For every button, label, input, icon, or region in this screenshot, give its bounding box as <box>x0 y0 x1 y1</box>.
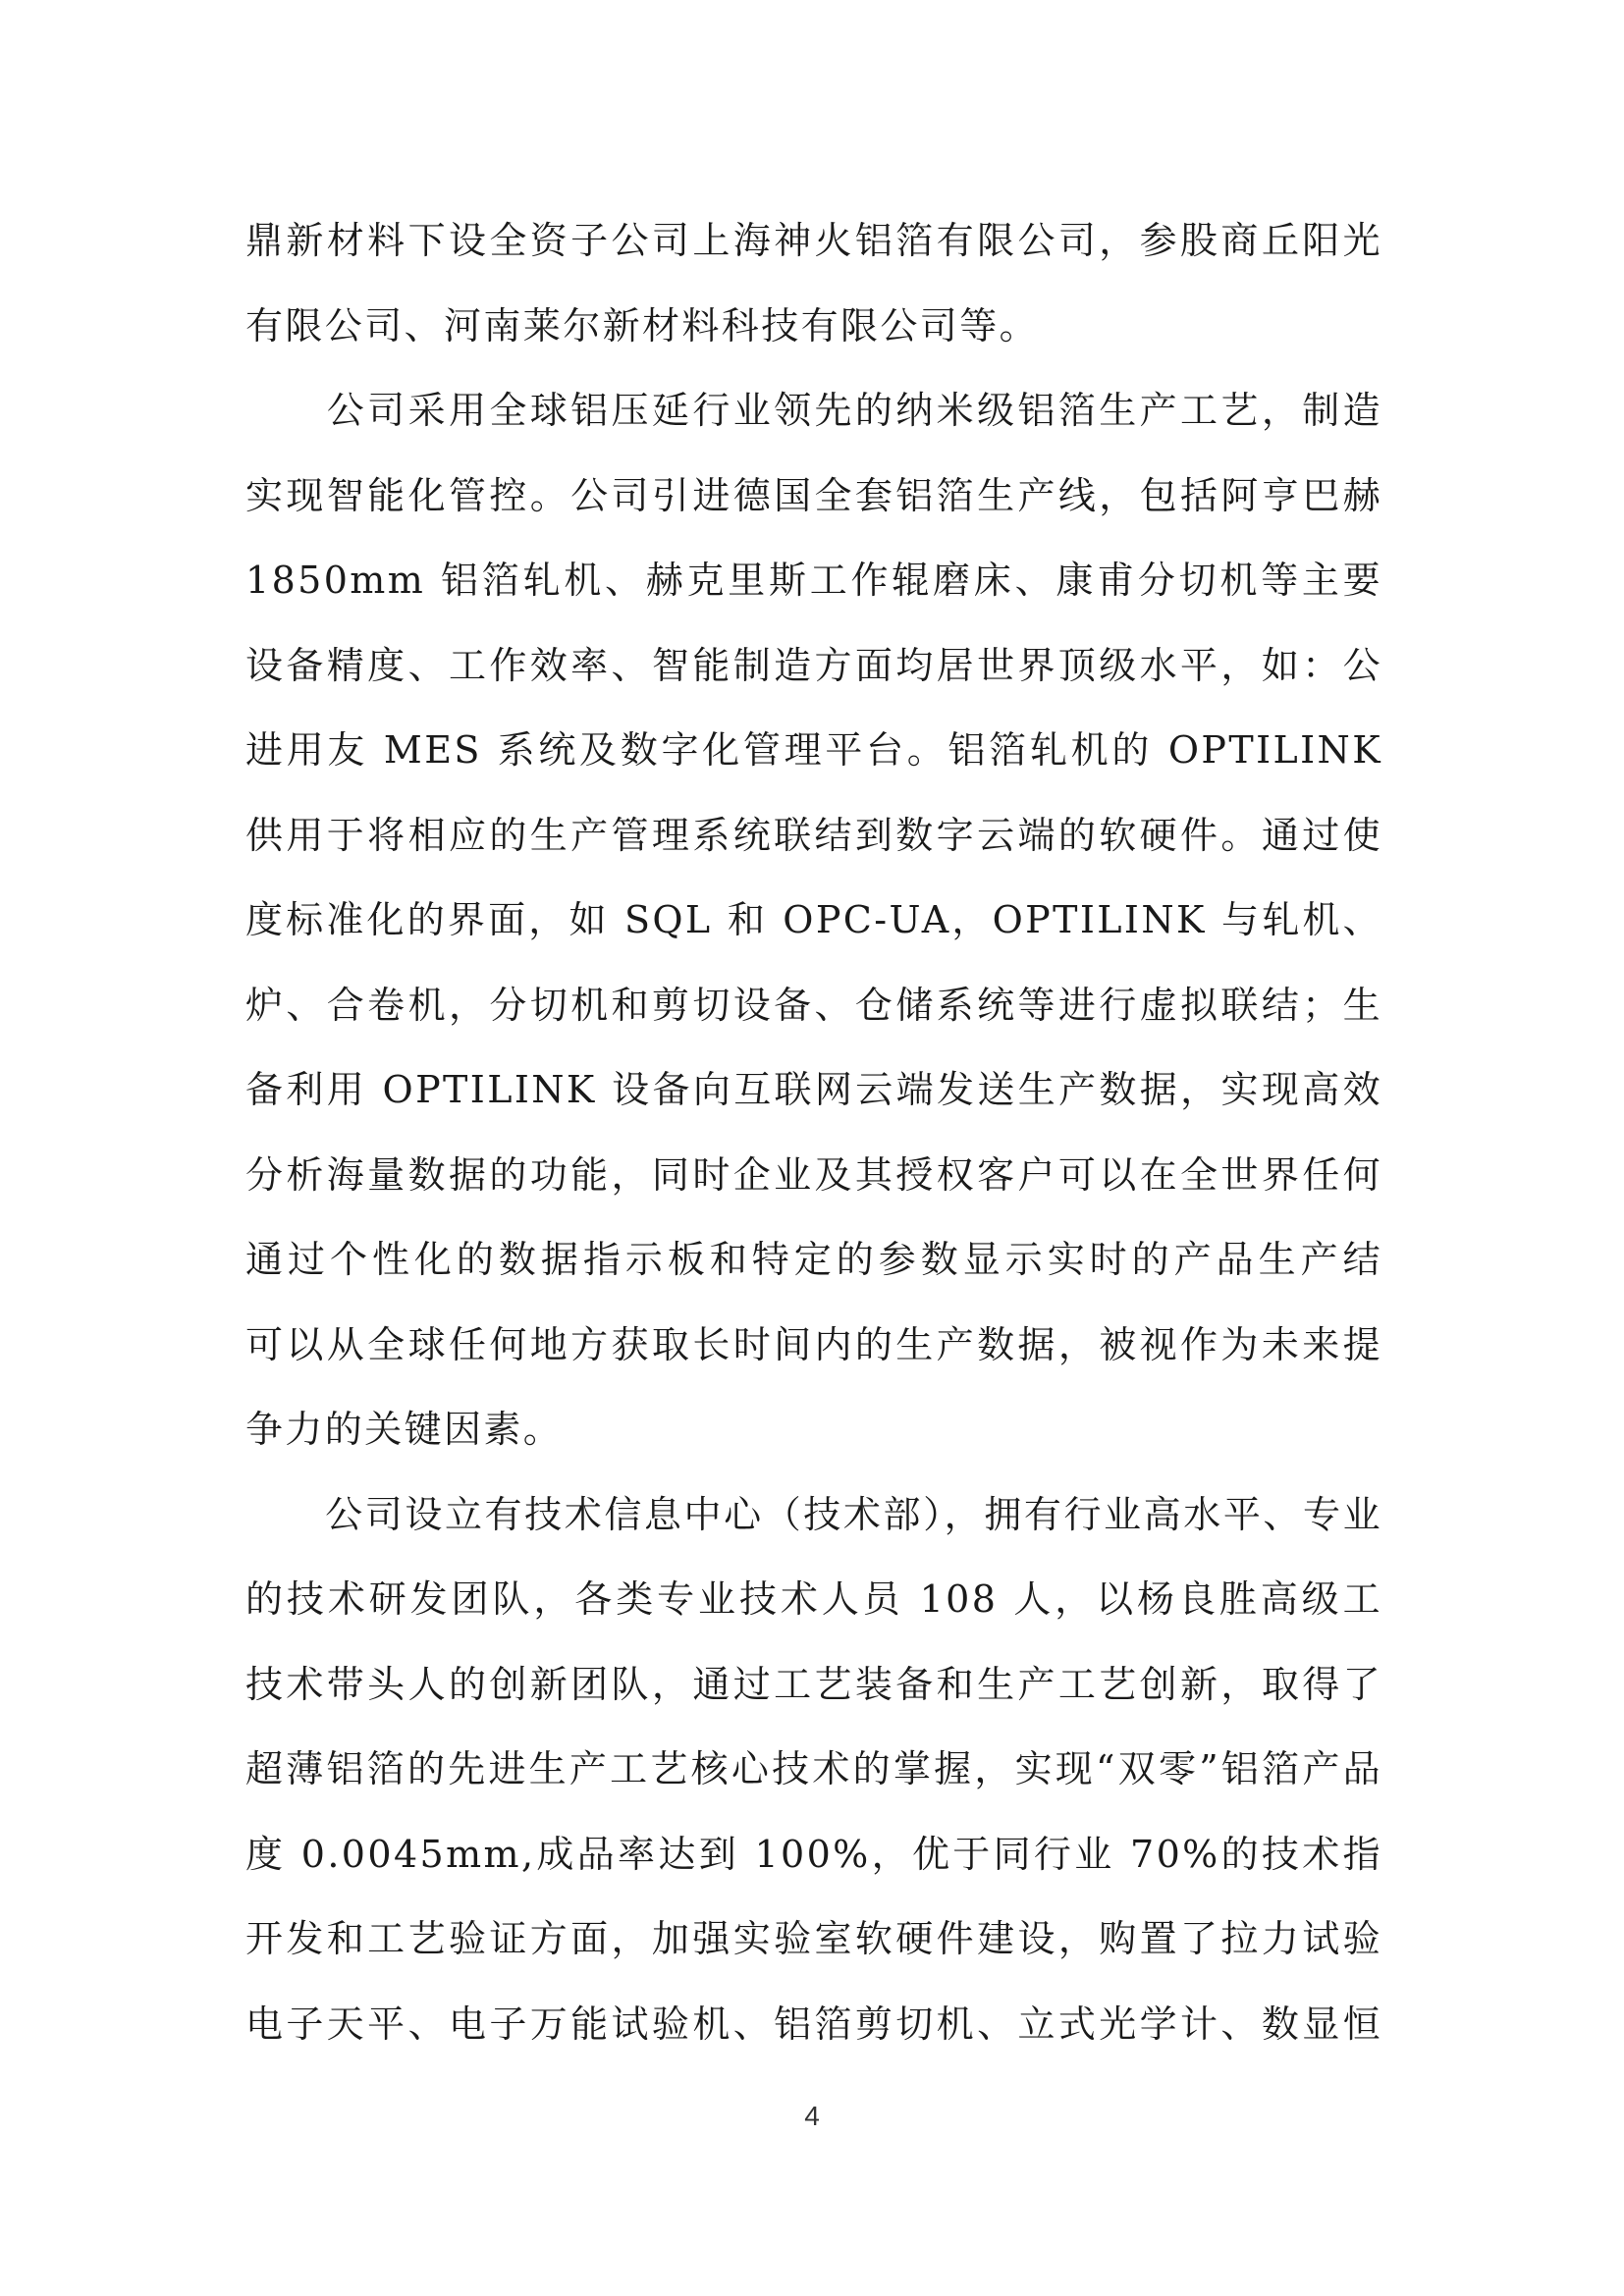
text-line: 的技术研发团队，各类专业技术人员 108 人，以杨良胜高级工 <box>245 1577 1382 1621</box>
text-line: 进用友 MES 系统及数字化管理平台。铝箔轧机的 OPTILINK <box>245 728 1382 772</box>
text-line: 度 0.0045mm,成品率达到 100%，优于同行业 70%的技术指 <box>245 1832 1382 1876</box>
text-line: 1850mm 铝箔轧机、赫克里斯工作辊磨床、康甫分切机等主要 <box>245 559 1382 602</box>
text-line: 通过个性化的数据指示板和特定的参数显示实时的产品生产结 <box>245 1238 1382 1281</box>
text-line: 有限公司、河南莱尔新材料科技有限公司等。 <box>245 303 1040 347</box>
text-line: 备利用 OPTILINK 设备向互联网云端发送生产数据，实现高效 <box>245 1068 1382 1111</box>
text-line: 实现智能化管控。公司引进德国全套铝箔生产线，包括阿亨巴赫 <box>245 473 1382 517</box>
text-line: 公司设立有技术信息中心（技术部），拥有行业高水平、专业 <box>325 1492 1382 1536</box>
text-line: 供用于将相应的生产管理系统联结到数字云端的软硬件。通过使 <box>245 813 1382 857</box>
text-line: 争力的关键因素。 <box>245 1408 564 1451</box>
text-line: 电子天平、电子万能试验机、铝箔剪切机、立式光学计、数显恒 <box>245 2002 1382 2046</box>
text-line: 设备精度、工作效率、智能制造方面均居世界顶级水平，如：公 <box>245 643 1382 687</box>
text-line: 鼎新材料下设全资子公司上海神火铝箔有限公司，参股商丘阳光 <box>245 219 1382 262</box>
text-line: 炉、合卷机，分切机和剪切设备、仓储系统等进行虚拟联结；生 <box>245 983 1382 1027</box>
text-line: 开发和工艺验证方面，加强实验室软硬件建设，购置了拉力试验 <box>245 1917 1382 1960</box>
text-line: 超薄铝箔的先进生产工艺核心技术的掌握，实现“双零”铝箔产品 <box>245 1747 1382 1790</box>
page-number: 4 <box>804 2101 820 2131</box>
text-line: 公司采用全球铝压延行业领先的纳米级铝箔生产工艺，制造 <box>326 389 1382 432</box>
text-line: 分析海量数据的功能，同时企业及其授权客户可以在全世界任何 <box>245 1152 1382 1197</box>
text-line: 技术带头人的创新团队，通过工艺装备和生产工艺创新，取得了 <box>245 1662 1382 1706</box>
text-line: 度标准化的界面，如 SQL 和 OPC-UA，OPTILINK 与轧机、 <box>245 898 1382 941</box>
body-text <box>245 198 1382 2066</box>
text-line: 可以从全球任何地方获取长时间内的生产数据，被视作为未来提 <box>245 1322 1382 1366</box>
